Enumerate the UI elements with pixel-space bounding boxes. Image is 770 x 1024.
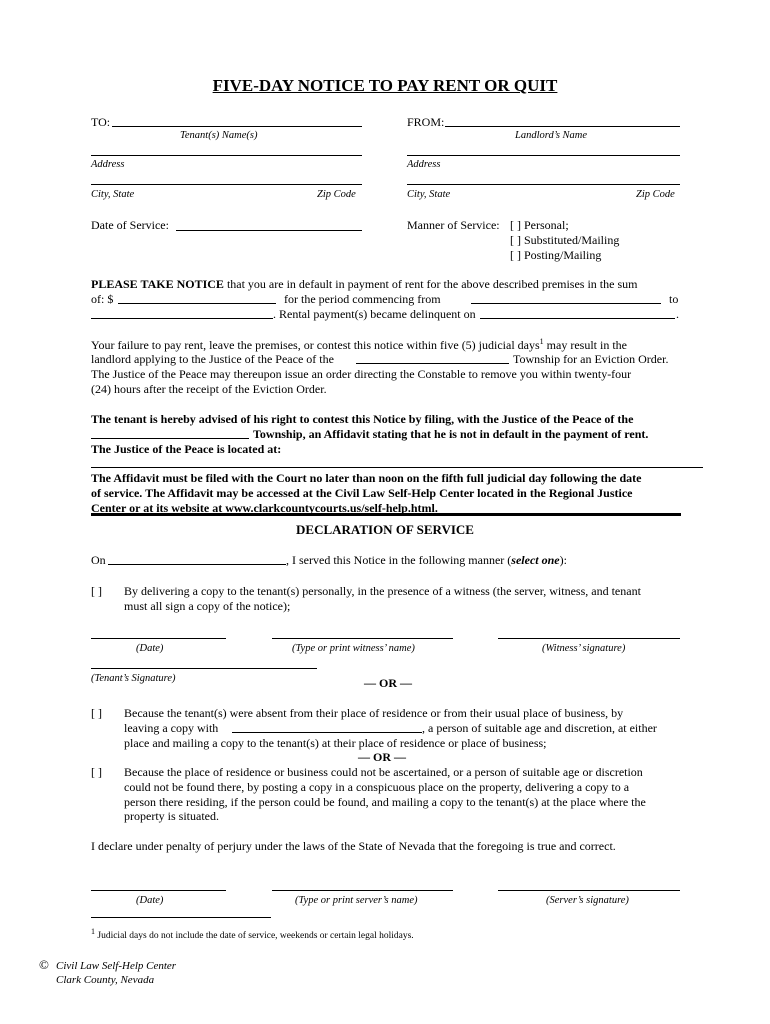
affidavit-line-3: Center or at its website at www.clarkcountycourts.us/self-help.html. [91, 501, 438, 515]
tenant-signature-field[interactable] [91, 668, 317, 669]
manner-of-service-label: Manner of Service: [407, 218, 500, 232]
footer-location: Clark County, Nevada [56, 974, 155, 986]
manner-option-personal[interactable]: [ ] Personal; [510, 218, 569, 232]
period-end-field[interactable] [91, 318, 273, 319]
section-divider [91, 513, 681, 516]
witness-date-caption: (Date) [136, 643, 164, 654]
notice-for-period: for the period commencing from [284, 292, 441, 306]
footnote-rule [91, 917, 271, 918]
notice-line-1-text: that you are in default in payment of rent for the above described premises in the sum [223, 277, 638, 291]
landlord-name-field[interactable] [445, 126, 680, 127]
failure-line-1b: may result in the [543, 338, 627, 352]
option2-line-3: place and mailing a copy to the tenant(s) at their place of residence or place of business; [124, 736, 547, 750]
or-separator-1: — OR — [364, 676, 412, 690]
tenant-address-caption: Address [91, 159, 125, 170]
server-date-caption: (Date) [136, 895, 164, 906]
option3-line-1: Because the place of residence or business could not be ascertained, or a person of suitable age or discretion [124, 765, 643, 779]
or-separator-2: — OR — [358, 750, 406, 764]
witness-date-field[interactable] [91, 638, 226, 639]
period-start-field[interactable] [471, 303, 661, 304]
perjury-statement: I declare under penalty of perjury under the laws of the State of Nevada that the foregoing is true and correct. [91, 839, 616, 853]
manner-option-posting[interactable]: [ ] Posting/Mailing [510, 248, 602, 262]
option1-line-2: must all sign a copy of the notice); [124, 599, 291, 613]
notice-line-1 [91, 277, 637, 292]
declaration-on-label: On [91, 553, 106, 567]
footnote-mark: 1 [91, 927, 95, 936]
notice-lead: PLEASE TAKE NOTICE [91, 277, 224, 291]
notice-of-label: of: $ [91, 292, 114, 306]
landlord-city-field[interactable] [407, 184, 680, 185]
notice-period-end: . [676, 307, 679, 321]
suitable-person-field[interactable] [232, 732, 422, 733]
tenant-name-field[interactable] [112, 126, 362, 127]
copyright-icon: © [39, 957, 49, 972]
footnote-ref: 1 [539, 337, 544, 346]
option2-line-1: Because the tenant(s) were absent from their place of residence or from their usual place of business, by [124, 706, 624, 720]
failure-line-2a: landlord applying to the Justice of the Peace of the [91, 352, 334, 366]
affidavit-line-2: of service. The Affidavit may be accessed at the Civil Law Self-Help Center located in the Regional Justice [91, 486, 633, 500]
option2-checkbox[interactable]: [ ] [91, 706, 102, 720]
failure-line-1 [91, 337, 627, 353]
landlord-address-caption: Address [407, 159, 441, 170]
tenant-signature-caption: (Tenant’s Signature) [91, 673, 176, 684]
option2-line-2a: leaving a copy with [124, 721, 219, 735]
witness-name-caption: (Type or print witness’ name) [292, 643, 415, 654]
advice-township-field[interactable] [91, 438, 249, 439]
township-field[interactable] [356, 363, 509, 364]
advice-line-2: Township, an Affidavit stating that he is not in default in the payment of rent. [253, 427, 649, 441]
footnote [91, 927, 414, 941]
advice-line-1: The tenant is hereby advised of his right to contest this Notice by filing, with the Justice of the Peace of the [91, 412, 634, 426]
option1-line-1: By delivering a copy to the tenant(s) personally, in the presence of a witness (the server, witness, and tenant [124, 584, 641, 598]
server-name-field[interactable] [272, 890, 453, 891]
date-of-service-label: Date of Service: [91, 218, 169, 232]
option3-line-2: could not be found there, by posting a copy in a conspicuous place on the property, delivering a copy to a [124, 780, 630, 794]
witness-name-field[interactable] [272, 638, 453, 639]
declaration-heading: DECLARATION OF SERVICE [296, 522, 474, 537]
landlord-zip-caption: Zip Code [636, 189, 675, 200]
option3-line-4: property is situated. [124, 809, 219, 823]
server-name-caption: (Type or print server’s name) [295, 895, 418, 906]
failure-line-4: (24) hours after the receipt of the Eviction Order. [91, 382, 327, 396]
tenant-city-field[interactable] [91, 184, 362, 185]
declaration-served-line [286, 553, 567, 568]
from-label: FROM: [407, 115, 445, 129]
to-label: TO: [91, 115, 111, 129]
landlord-address-field[interactable] [407, 155, 680, 156]
option2-line-2b: , a person of suitable age and discretion, at either [422, 721, 657, 735]
delinquent-date-field[interactable] [480, 318, 675, 319]
date-of-service-field[interactable] [176, 230, 362, 231]
select-one-text: select one [511, 553, 560, 567]
page-title: FIVE-DAY NOTICE TO PAY RENT OR QUIT [212, 76, 558, 95]
failure-line-2b: Township for an Eviction Order. [513, 352, 669, 366]
served-date-field[interactable] [108, 564, 286, 565]
server-signature-caption: (Server’s signature) [546, 895, 629, 906]
witness-signature-field[interactable] [498, 638, 680, 639]
footnote-text: Judicial days do not include the date of service, weekends or certain legal holidays. [97, 931, 414, 942]
server-date-field[interactable] [91, 890, 226, 891]
tenant-zip-caption: Zip Code [317, 189, 356, 200]
rent-amount-field[interactable] [118, 303, 276, 304]
witness-signature-caption: (Witness’ signature) [542, 643, 626, 654]
server-signature-field[interactable] [498, 890, 680, 891]
tenant-city-caption: City, State [91, 189, 135, 200]
landlord-name-caption: Landlord’s Name [515, 130, 588, 141]
manner-option-substituted[interactable]: [ ] Substituted/Mailing [510, 233, 620, 247]
landlord-city-caption: City, State [407, 189, 451, 200]
served-text: , I served this Notice in the following manner ( [286, 553, 512, 567]
served-end: ): [559, 553, 567, 567]
failure-line-3: The Justice of the Peace may thereupon issue an order directing the Constable to remove you within twenty-four [91, 367, 632, 381]
tenant-address-field[interactable] [91, 155, 362, 156]
advice-line-3: The Justice of the Peace is located at: [91, 442, 282, 456]
option1-checkbox[interactable]: [ ] [91, 584, 102, 598]
court-location-field[interactable] [91, 467, 703, 468]
notice-delinquent-text: . Rental payment(s) became delinquent on [273, 307, 476, 321]
tenant-name-caption: Tenant(s) Name(s) [180, 130, 258, 141]
affidavit-line-1: The Affidavit must be filed with the Court no later than noon on the fifth full judicial day following the date [91, 471, 642, 485]
footer-org: Civil Law Self-Help Center [56, 960, 177, 972]
option3-line-3: person there residing, if the person could be found, and mailing a copy to the tenant(s) at the place where the [124, 795, 646, 809]
notice-to-word: to [669, 292, 679, 306]
option3-checkbox[interactable]: [ ] [91, 765, 102, 779]
failure-line-1a: Your failure to pay rent, leave the premises, or contest this notice within five (5) judicial days [91, 338, 540, 352]
